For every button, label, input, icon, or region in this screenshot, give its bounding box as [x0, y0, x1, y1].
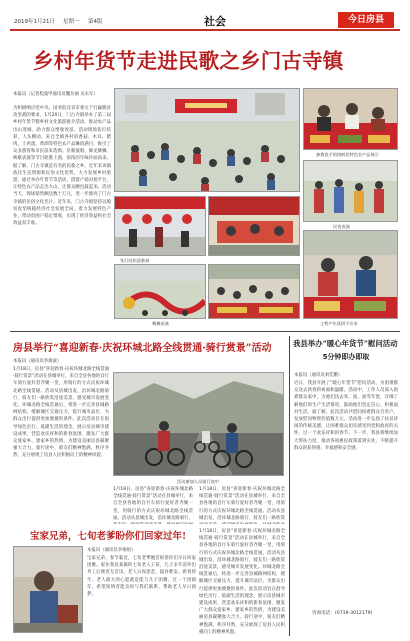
right-story-headline-box — [293, 338, 399, 362]
cycling-body-right — [199, 486, 285, 524]
masthead-rule — [10, 29, 400, 31]
cycling-body-right-text: 1月18日，房县“喜迎新春·庆祝环城北路全线贯通·骑行赏景”活动在县城举行，来自全县各地的自行车骑行爱好者齐聚一堂，用骑行的方式庆祝环城北路全线贯通。活动从县城出发，沿环城北路骑行，骑友们一路欣赏 — [199, 487, 285, 521]
section-title: 社会 — [204, 15, 226, 28]
photo-products — [303, 88, 398, 150]
caption-folk-show: 民俗表演 — [333, 224, 350, 229]
photo-crowd — [114, 88, 300, 192]
feature-byline: 本报讯（记者程曼甲通讯员魏丛丽 吴永军） — [13, 92, 98, 97]
right-story-subhead: 5分钟即办即取 — [322, 353, 370, 361]
contact-number: (0719-3012179) — [334, 611, 373, 616]
reunion-byline: 本报讯（通讯员李俊娟） — [87, 548, 136, 553]
photo-elder — [13, 546, 83, 633]
issue-date: 2019年1月21日 — [14, 19, 55, 25]
photo-lion-dance — [114, 264, 206, 319]
caption-cyclists: 活动参加人员骑行途中 — [177, 479, 219, 484]
right-story-contact — [312, 610, 372, 616]
reunion-body-right-text: 1月18日，房县“喜迎新春·庆祝环城北路全线贯通·骑行赏景”活动在县城举行，来自全县各地的自行车骑行爱好者齐聚一堂，用骑行的方式庆祝环城北路全线贯通。活动从县城出发，沿环城北路骑行，骑友们一路欣赏沿途美景，感受城市发展变化。环城北路全线贯通后，将进一步完善县城路网结构，缓解城区交通压力，提升城市品位，为群众出行提供更加便捷的条件。此次活动旨在倡导绿色出行、低碳生活的理念，展示房县城市建设成果，营造欢乐祥和的新春氛围，激发广大群众爱家乡、建家乡的热情，为建设美丽房县凝聚强大合力。骑行途中，骑友们精神饱满，秩序井然，充分展现了房县人民积极向上的精神风貌。 — [199, 529, 285, 635]
section-divider — [10, 331, 400, 332]
cycling-byline: 本报讯（通讯员李俊波） — [13, 359, 62, 364]
column-rule — [289, 336, 290, 636]
page-number: 第4版 — [88, 19, 103, 25]
right-story-headline: 我县举办“暖心年货节”慰问活动 — [293, 339, 398, 348]
right-story-byline: 本报讯（通讯员刘佳鹏） — [294, 373, 343, 378]
cycling-body-left: 1月18日，房县“喜迎新春·庆祝环城北路全线贯通·骑行赏景”活动在县城举行，来自全县各地的自行车骑行爱好者齐聚一堂，用骑行的方式庆祝环城北路全线贯通。活动从县城出发，沿环城北路骑行，骑友们一路欣赏沿途美景，感受城市发展变化。环城北路全线贯通后，将进一步完善县城路网结构，缓解城区交通压力，提升城市品位，为群众出行提供更加便捷的条件。此次活动旨在倡导绿色出行、低碳生活的理念，展示房县城市建设成果，营造欢乐祥和的新春氛围，激发广大群众爱家乡、建家乡的热情，为建设美丽房县凝聚强大合力。骑行途中，骑友们精神饱满，秩序井然，充分展现了房县人民积极向上的精神风貌。 — [13, 367, 109, 459]
cycling-body-mid — [113, 486, 193, 524]
photo-decorations — [114, 196, 206, 256]
cycling-body-mid-text: 1月18日，房县“喜迎新春·庆祝环城北路全线贯通·骑行赏景”活动在县城举行，来自全县各地的自行车骑行爱好者齐聚一堂，用骑行的方式庆祝环城北路全线贯通。活动从县城出发，沿环城北路骑行， — [113, 487, 193, 521]
photo-market — [208, 264, 300, 319]
photo-folk-show — [303, 160, 398, 222]
reunion-body-right — [199, 528, 285, 635]
photo-cyclists — [113, 372, 284, 476]
caption-sales: 土特产年货供不应求 — [320, 321, 358, 326]
photo-stage — [208, 196, 300, 256]
photo-sales — [303, 230, 398, 319]
issue-weekday: 星期一 — [63, 19, 80, 25]
feature-body: 为积极响应党中央、国务院及省市委关于打赢脱贫攻坚战的要求，1月20日，门古寺镇举办了第二届乡村年货节暨乡村文化旅游推介活动，推动农产品出山进城，助力群众增收致富。活动现场张灯结彩，人头攒动，来自全镇各村的香菇、木耳、腊肉、土鸡蛋、黄酒等特色农产品琳琅满目，吸引了众多游客和市民前来选购。民歌演唱、舞龙舞狮、秧歌表演等节目轮番上演，浓浓的年味扑面而来。据了解，门古寺镇是有名的民歌之乡，近年来该镇依托生态资源和民俗文化优势，大力发展乡村旅游，通过举办年货节等活动，搭建产销对接平台，让特色农产品走出大山，让群众腰包鼓起来。活动当天，现场销售额达数十万元，进一步擦亮了门古寺镇的民俗文化名片。近年来，门古寺镇坚持以脱贫攻坚统揽经济社会发展全局，着力发展特色产业，带动贫困户稳定增收，实现了经济效益和社会效益双丰收。 — [13, 106, 111, 227]
right-story-body: 近日，我县开展了“暖心年货节”慰问活动，为困难群众送去新春的祝福和温暖。活动中，工作人员深入困难群众家中，为他们送去米、面、油等年货，详细了解他们的生产生活情况，鼓励他们坚定信心，积极面对生活。据了解，此次活动共慰问困难群众百余户，发放慰问物资价值数万元。活动进一步弘扬了扶贫济困的传统美德，让困难群众切实感受到党和政府的关怀，过一个欢乐祥和的春节。下一步，我县将继续加大帮扶力度，推动各项惠民政策落到实处，不断提升群众的获得感、幸福感和安全感。 — [294, 381, 398, 451]
caption-products: 参赛选手围绕鲜花特色农产品展示 — [316, 152, 379, 157]
contact-label: 咨询电话： — [312, 611, 335, 616]
caption-lion-dance: 舞狮表演 — [152, 321, 169, 326]
reunion-headline: 宝家兄弟，七旬老爹盼你们回家过年! — [30, 531, 187, 542]
newspaper-logo: 今日房县 — [338, 12, 394, 28]
cycling-headline: 房县举行“喜迎新春·庆祝环城北路全线贯通·骑行赏景”活动 — [13, 343, 272, 354]
reunion-body-left: 宝家兄弟，春节临近，七旬老爹翘首盼望你们早日回家团聚。家住我县某镇的七旬老人王某，儿子多年前外出务工后便杳无音讯，老人日夜思念，寝食难安。新春将至，老人最大的心愿就是能与儿子团聚，过一个团圆年。希望知情者能及时与我们联系，帮助老人早日圆梦。 — [87, 556, 196, 598]
feature-headline: 乡村年货节走进民歌之乡门古寺镇 — [33, 49, 344, 73]
caption-decorations: 张灯结彩迎新春 — [120, 258, 150, 263]
